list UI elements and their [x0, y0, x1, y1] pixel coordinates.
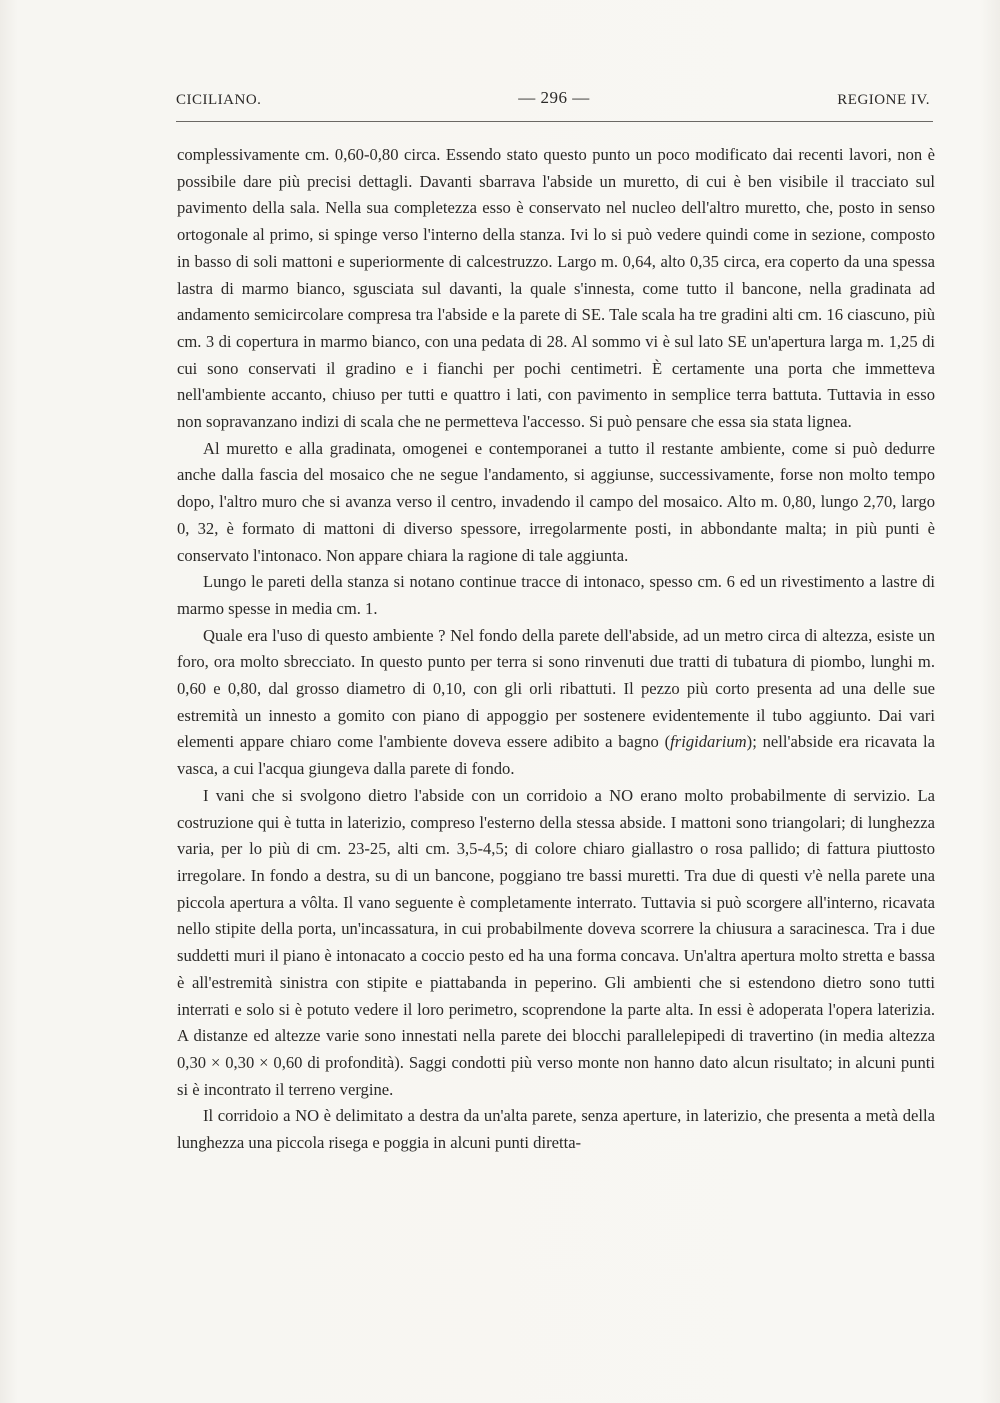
paragraph-6: Il corridoio a NO è delimitato a destra da un'alta parete, senza aperture, in laterizio, che presenta a metà della lunghezza una piccola risega e poggia in alcuni punti diretta- [177, 1106, 935, 1153]
italic-term: frigidarium [670, 732, 747, 752]
running-head-author: CICILIANO. [176, 92, 262, 108]
running-head-region: REGIONE IV. [837, 92, 930, 108]
header-rule [176, 121, 933, 122]
paragraph-2: Al muretto e alla gradinata, omogenei e contemporanei a tutto il restante ambiente, come si può dedurre anche dalla fascia del mosaico che ne segue l'andamento, si aggiunse, successivamente, forse non molto tempo dopo, l'altro muro che si avanza verso il centro, invadendo il campo del mosaico. Alto m. 0,80, lungo 2,70, largo 0, 32, è formato di mattoni di diverso spessore, irregolarmente posti, in abbondante malta; in più punti è conservato l'intonaco. Non appare chiara la ragione di tale aggiunta. [177, 438, 935, 565]
paragraph-4-text-before: Quale era l'uso di questo ambiente ? Nel fondo della parete dell'abside, ad un metro circa di altezza, esiste un foro, ora molto sbrecciato. In questo punto per terra si sono rinvenuti due tratti di tubatura di piombo, lunghi m. 0,60 e 0,80, dal grosso diametro di 0,10, con gli orli ribattuti. Il pezzo più corto presenta ad una delle sue estremità un innesto a gomito con piano di appoggio per sostenere evidentemente il tubo aggiunto. Dai vari elementi appare chiaro come l'ambiente doveva essere adibito a bagno ( [177, 625, 935, 752]
body-text [177, 142, 935, 1157]
page-number: — 296 — [518, 88, 590, 107]
paragraph-4-text-after: ); nell'abside era ricavata la vasca, a cui l'acqua giungeva dalla parete di fondo. [177, 732, 936, 779]
paragraph-4 [177, 623, 935, 783]
running-head [176, 88, 932, 116]
paragraph-5: I vani che si svolgono dietro l'abside con un corridoio a NO erano molto probabilmente di servizio. La costruzione qui è tutta in laterizio, compreso l'esterno della stessa abside. I mattoni sono triangolari; di lunghezza varia, per lo più di cm. 23-25, alti cm. 3,5-4,5; di colore chiaro giallastro o rosa pallido; di fattura piuttosto irregolare. In fondo a destra, su di un bancone, poggiano tre bassi muretti. Tra due di questi v'è nella parete una piccola apertura a vôlta. Il vano seguente è completamente interrato. Tuttavia si può scorgere all'interno, ricavata nello stipite della porta, un'incassatura, in cui probabilmente doveva scorrere la chiusura a saracinesca. Tra i due suddetti muri il piano è intonacato a coccio pesto ed ha una forma concava. Un'altra apertura molto stretta e bassa è all'estremità sinistra con stipite e piattabanda in peperino. Gli ambienti che si estendono dietro sono tutti interrati e solo si è potuto vedere il loro perimetro, scoprendone la parte alta. In essi è adoperata l'opera laterizia. A distanze ed altezze varie sono innestati nella parete dei blocchi parallelepipedi di travertino (in media altezza 0,30 × 0,30 × 0,60 di profondità). Saggi condotti più verso monte non hanno dato alcun risultato; in alcuni punti si è incontrato il terreno vergine. [177, 785, 935, 1099]
paragraph-3: Lungo le pareti della stanza si notano continue tracce di intonaco, spesso cm. 6 ed un rivestimento a lastre di marmo spesse in media cm. 1. [177, 572, 935, 618]
paragraph-1: complessivamente cm. 0,60-0,80 circa. Essendo stato questo punto un poco modificato dai recenti lavori, non è possibile dare più precisi dettagli. Davanti sbarrava l'abside un muretto, di cui è ben visibile il tracciato sul pavimento della sala. Nella sua completezza esso è conservato nel nucleo dell'altro muretto, che, posto in senso ortogonale al primo, si spinge verso l'interno della stanza. Ivi lo si può vedere quindi come in sezione, composto in basso di soli mattoni e superiormente di calcestruzzo. Largo m. 0,64, alto 0,35 circa, era coperto da una spessa lastra di marmo bianco, sgusciata sul davanti, la quale s'innesta, come tutto il bancone, nella gradinata ad andamento semicircolare compresa tra l'abside e la parete di SE. Tale scala ha tre gradini alti cm. 16 ciascuno, più cm. 3 di copertura in marmo bianco, con una pedata di 28. Al sommo vi è sul lato SE un'apertura larga m. 1,25 di cui sono conservati il gradino e i fianchi per pochi centimetri. È certamente una porta che immetteva nell'ambiente accanto, chiuso per tutti e quattro i lati, con pavimento in semplice terra battuta. Tuttavia in esso non sopravanzano indizi di scala che ne permetteva l'accesso. Si può pensare che essa sia stata lignea. [177, 145, 935, 432]
